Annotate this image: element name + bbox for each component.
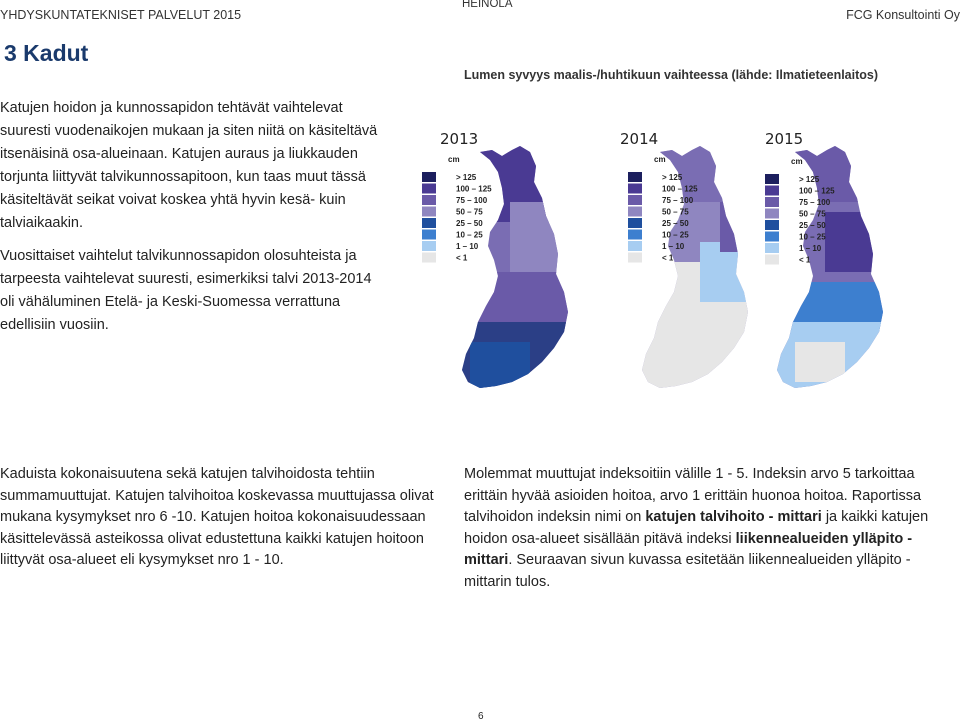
legend-label: > 125 <box>662 173 683 182</box>
legend-swatch <box>422 184 436 194</box>
legend-2013 <box>422 155 492 263</box>
traffic-area-maintenance-meter-term: liikennealueiden ylläpito -mittari <box>464 530 913 568</box>
legend-swatch <box>628 184 642 194</box>
legend-label: 50 – 75 <box>456 207 483 217</box>
legend-swatch <box>422 218 436 228</box>
legend-label: 10 – 25 <box>662 230 689 240</box>
index-text-2: ja kaikki katujen hoidon osa-alueet sisällään pitävä indeksi <box>464 509 929 547</box>
legend-swatch <box>628 230 642 240</box>
header-left: YHDYSKUNTATEKNISET PALVELUT 2015 <box>0 8 242 22</box>
legend-label: > 125 <box>456 173 477 182</box>
legend-swatch <box>422 172 436 182</box>
legend-label: 100 – 125 <box>456 184 492 194</box>
winter-maintenance-meter-term: katujen talvihoito - mittari <box>645 509 822 525</box>
legend-swatch <box>765 232 779 242</box>
legend-swatch <box>422 241 436 251</box>
legend-label: 100 – 125 <box>662 184 698 194</box>
legend-swatch <box>628 218 642 228</box>
legend-swatch <box>628 207 642 217</box>
legend-label: < 1 <box>662 253 674 263</box>
legend-label: 1 – 10 <box>456 242 479 251</box>
map-year-2015: 2015 <box>765 130 804 148</box>
index-text-3: . Seuraavan sivun kuvassa esitetään liikennealueiden ylläpito -mittarin tulos. <box>464 552 911 590</box>
legend-label: < 1 <box>456 253 468 263</box>
text-line: suuresti vuodenaikojen mukaan ja siten niitä on käsiteltävä <box>0 123 378 139</box>
legend-label: 25 – 50 <box>662 219 689 228</box>
legend-unit: cm <box>448 155 460 164</box>
figure-caption: Lumen syvyys maalis-/huhtikuun vaihteessa (lähde: Ilmatieteenlaitos) <box>464 68 879 82</box>
page-number: 6 <box>478 711 484 722</box>
map-year-2014: 2014 <box>620 130 659 148</box>
text-line: edellisiin vuosiin. <box>0 317 109 333</box>
legend-label: 50 – 75 <box>799 209 826 219</box>
legend-swatch <box>765 174 779 184</box>
map-2013 <box>440 130 580 402</box>
legend-swatch <box>422 195 436 205</box>
intro-paragraph <box>0 97 405 235</box>
legend-swatch <box>765 197 779 207</box>
legend-label: 75 – 100 <box>662 196 694 205</box>
legend-swatch <box>765 243 779 253</box>
legend-unit: cm <box>791 157 803 166</box>
map-2014 <box>620 130 760 402</box>
section-title: 3 Kadut <box>4 40 89 66</box>
legend-label: 25 – 50 <box>456 219 483 228</box>
legend-label: 10 – 25 <box>456 230 483 240</box>
header-center: HEINOLA <box>462 0 513 10</box>
text-line: oli vähäluminen Etelä- ja Keski-Suomessa verrattuna <box>0 294 341 310</box>
text-line: tarpeesta vaihtelevat suuresti, esimerkiksi talvi 2013-2014 <box>0 271 372 287</box>
index-text-1: Molemmat muuttujat indeksoitiin välille 1 - 5. Indeksin arvo 5 tarkoittaa erittäin hyvää asioiden hoitoa, arvo 1 erittäin huonoa hoitoa. Raportissa talvihoidon indeksin nimi on <box>464 466 922 525</box>
text-line: käsiteltävät seikat voivat koskea yhtä hyvin kesä- kuin <box>0 192 346 208</box>
header-right: FCG Konsultointi Oy <box>846 8 960 22</box>
legend-swatch <box>628 172 642 182</box>
text-line: torjunta liittyvät talvikunnossapitoon, kun taas muut tässä <box>0 169 366 185</box>
text-line: itsenäisinä osa-alueinaan. Katujen auraus ja liukkauden <box>0 146 358 162</box>
legend-label: 50 – 75 <box>662 207 689 217</box>
legend-label: 1 – 10 <box>799 244 822 253</box>
legend-swatch <box>628 241 642 251</box>
legend-label: 25 – 50 <box>799 221 826 230</box>
legend-label: 1 – 10 <box>662 242 685 251</box>
text-line: Katujen hoidon ja kunnossapidon tehtävät vaihtelevat <box>0 100 343 116</box>
legend-label: 100 – 125 <box>799 186 835 196</box>
legend-swatch <box>765 186 779 196</box>
summary-variables-paragraph: Kaduista kokonaisuutena sekä katujen talvihoidosta tehtiin summamuuttujat. Katujen talvihoitoa koskevassa muuttujassa olivat mukana kysymykset nro 6 -10. Katujen hoitoa kokonaisuudessaan käsittelevässä asteikossa olivat edustettuna kaikki katujen hoitoon liittyvät osa-alueet eli kysymykset nro 1 - 10. <box>0 466 434 568</box>
legend-unit: cm <box>654 155 666 164</box>
text-line: talviaikaakin. <box>0 215 84 231</box>
legend-label: 10 – 25 <box>799 232 826 242</box>
legend-swatch <box>628 195 642 205</box>
index-paragraph <box>464 464 934 593</box>
legend-swatch <box>422 207 436 217</box>
legend-swatch <box>765 220 779 230</box>
legend-label: 75 – 100 <box>456 196 488 205</box>
map-2015 <box>765 130 895 402</box>
legend-swatch <box>422 253 436 263</box>
map-year-2013: 2013 <box>440 130 479 148</box>
legend-swatch <box>765 209 779 219</box>
legend-label: < 1 <box>799 255 811 265</box>
legend-swatch <box>628 253 642 263</box>
variation-paragraph <box>0 245 410 337</box>
legend-label: > 125 <box>799 175 820 184</box>
legend-swatch <box>765 255 779 265</box>
snow-depth-maps <box>420 122 960 412</box>
text-line: Vuosittaiset vaihtelut talvikunnossapidon olosuhteista ja <box>0 248 357 264</box>
legend-label: 75 – 100 <box>799 198 831 207</box>
legend-swatch <box>422 230 436 240</box>
